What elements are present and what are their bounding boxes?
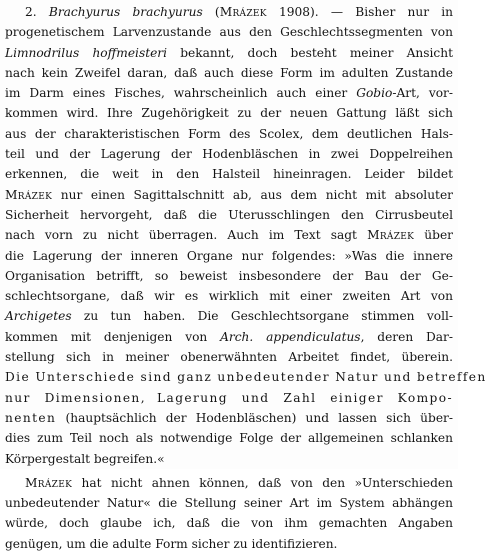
text-line: kommen mit denjenigen von Arch. appendiculatus, deren Dar- [5,329,453,344]
text-line: nach vorn zu nicht überragen. Auch im Text sagt Mrázek über [5,228,453,243]
text-line: nur Dimensionen, Lagerung und Zahl einiger Kompo- [5,390,453,405]
text-line: teil und der Lagerung der Hodenbläschen in zwei Doppelreihen [5,147,453,162]
text-line: progenetischem Larvenzustande aus den Geschlechtssegmenten von [5,25,453,40]
text-line: aus der charakteristischen Form des Scolex, dem deutlichen Hals- [5,126,453,141]
text-line: Limnodrilus hoffmeisteri bekannt, doch besteht meiner Ansicht [5,45,453,60]
text-line: Körpergestalt begreifen.« [5,451,165,466]
species-name: Limnodrilus hoffmeisteri [5,45,168,60]
text-line: 2. Brachyurus brachyurus (Mrázek 1908). — Bisher nur in [25,5,453,19]
species-name: Brachyurus brachyurus [48,5,203,19]
text-line: Mrázek nur einen Sagittalschnitt ab, aus dem nicht mit absoluter [5,187,453,202]
author-name: Mrázek [25,475,73,490]
text-line: Organisation betrifft, so beweist insbesondere der Bau der Ge- [5,268,453,283]
spaced-text: betreffen [417,370,487,385]
text-line [5,367,487,387]
text-line: Archigetes zu tun haben. Die Geschlechtsorgane stimmen voll- [5,309,453,324]
text-line: erkennen, die weit in den Halsteil hineinragen. Leider bildet [5,167,453,182]
genus-name: Gobio [356,86,393,101]
spaced-text: nenten [5,410,57,425]
body-text [5,2,487,554]
text-line: stellung sich in meiner obenerwähnten Arbeitet findet, überein. [5,350,453,365]
author-name: Mrázek [367,228,415,243]
text-line: die Lagerung der inneren Organe nur folgendes: »Was die innere [5,248,453,263]
author-name: Mrázek [5,187,53,202]
text-line: genügen, um die adulte Form sicher zu identifizieren. [5,536,338,551]
text-line: schlechtsorgane, daß wir es wirklich mit einer zweiten Art von [5,289,453,304]
text-line: nenten (hauptsächlich der Hodenbläschen) und lassen sich über- [5,410,453,425]
spaced-text: Die Unterschiede sind ganz unbedeutender Natur und [5,370,418,385]
text-line: dies zum Teil noch als notwendige Folge der allgemeinen schlanken [5,431,453,446]
text-line: Sicherheit hervorgeht, daß die Uterusschlingen den Cirrusbeutel [5,207,453,222]
text-line: unbedeutender Natur« die Stellung seiner Art im System abhängen [5,496,453,511]
text-line: würde, doch glaube ich, daß die von ihm gemachten Angaben [5,516,453,531]
genus-name: Archigetes [5,309,72,324]
spaced-text: nur Dimensionen [5,390,141,405]
text-line: nach kein Zweifel daran, daß auch diese Form im adulten Zustande [5,65,453,80]
spaced-text: Lagerung und Zahl einiger Kompo- [157,390,453,405]
species-name: Arch. appendiculatus [220,329,361,344]
paragraph [5,473,453,554]
text-line: kommen wird. Ihre Zugehörigkeit zu der neuen Gattung läßt sich [5,106,453,121]
text-line: im Darm eines Fisches, wahrscheinlich auch einer Gobio-Art, vor- [5,86,453,101]
text-line: Mrázek hat nicht ahnen können, daß von den »Unterschieden [25,475,453,490]
paragraph [5,2,487,469]
author-name: Mrázek [219,5,267,19]
